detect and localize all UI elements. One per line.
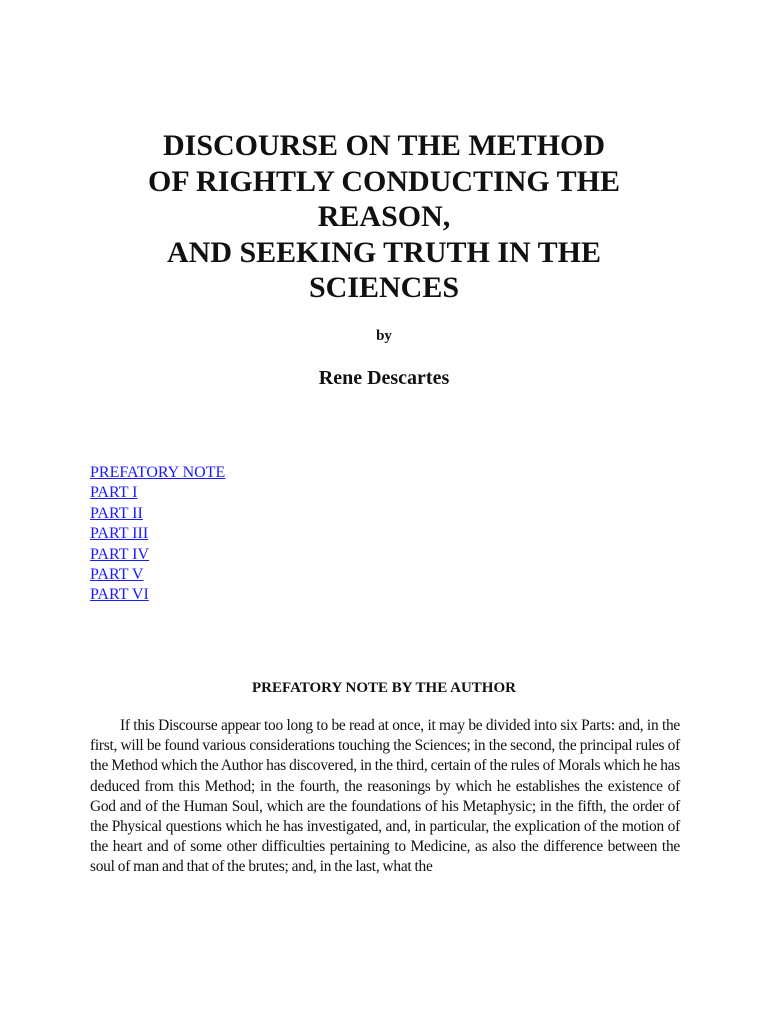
- toc-item: [90, 545, 225, 565]
- toc-link-part-iv[interactable]: PART IV: [90, 545, 150, 563]
- toc-item: [90, 585, 225, 605]
- title-line: AND SEEKING TRUTH IN THE: [166, 235, 601, 269]
- toc-item: [90, 483, 225, 503]
- toc-link-part-iii[interactable]: PART III: [90, 525, 149, 543]
- prefatory-paragraph: If this Discourse appear too long to be read at once, it may be divided into six Parts: and, in the first, will be found various considerations touching the Sciences; in the second, the principal rules of the Method which the Author has discovered, in the third, certain of the rules of Morals which he has deduced from this Method; in the fourth, the reasonings by which he establishes the existence of God and of the Human Soul, which are the foundations of his Metaphysic; in the fifth, the order of the Physical questions which he has investigated, and, in particular, the explication of the motion of the heart and of some other difficulties pertaining to Medicine, as also the difference between the soul of man and that of the brutes; and, in the last, what the: [90, 717, 680, 876]
- toc-link-part-ii[interactable]: PART II: [90, 504, 143, 522]
- title-line: OF RIGHTLY CONDUCTING THE: [147, 164, 621, 198]
- toc-link-part-i[interactable]: PART I: [90, 484, 138, 502]
- byline: by: [376, 328, 392, 344]
- document-title: [90, 128, 678, 306]
- toc-item: [90, 504, 225, 524]
- author-name: Rene Descartes: [318, 367, 450, 389]
- table-of-contents: [90, 463, 225, 606]
- toc-item: [90, 565, 225, 585]
- title-line: DISCOURSE ON THE METHOD: [162, 129, 606, 162]
- toc-link-part-vi[interactable]: PART VI: [90, 586, 149, 604]
- toc-link-part-v[interactable]: PART V: [90, 566, 144, 584]
- title-line: REASON,: [317, 200, 451, 233]
- toc-link-prefatory-note[interactable]: PREFATORY NOTE: [90, 464, 226, 481]
- toc-item: [90, 524, 225, 544]
- toc-item: [90, 463, 225, 483]
- title-line: SCIENCES: [308, 271, 460, 304]
- section-heading: PREFATORY NOTE BY THE AUTHOR: [252, 680, 516, 696]
